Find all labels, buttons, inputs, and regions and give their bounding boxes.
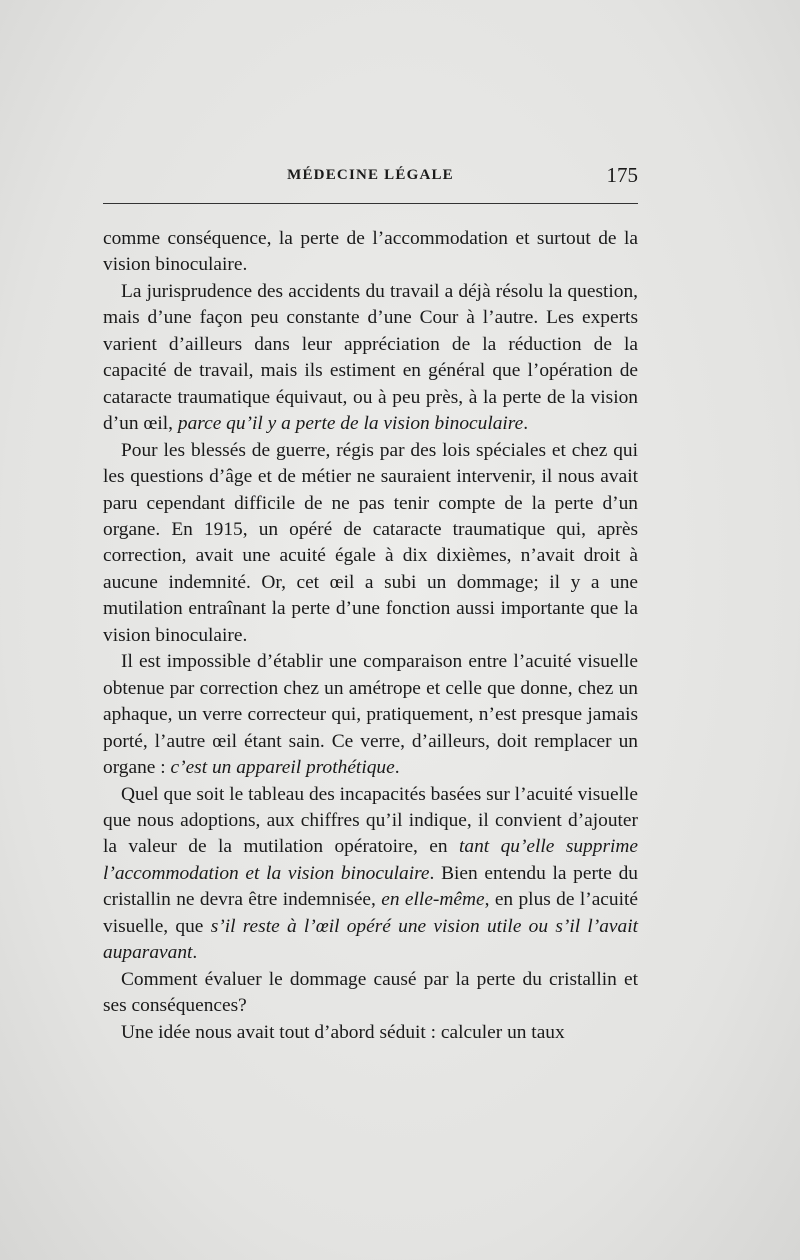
text-segment: Quel que soit le tableau des incapacités basées sur l’acuité visuelle que nous adoptions, aux chiffres qu’il indique, il convient d’ajouter la valeur de la mutilation opératoire, en: [103, 783, 638, 858]
paragraph-3: [103, 438, 638, 650]
text-segment: Pour les blessés de guerre, régis par des lois spéciales et chez qui les questions d’âge et de métier ne sauraient intervenir, il nous avait paru cependant difficile de ne pas tenir compte de la perte d’un organe. En 1915, un opéré de cataracte traumatique qui, après correction, avait une acuité égale à dix dixièmes, n’avait droit à aucune indemnité. Or, cet œil a subi un dommage; il y a une mutilation entraînant la perte d’une fonction aussi importante que la vision binoculaire.: [103, 439, 638, 646]
text-segment: Une idée nous avait tout d’abord séduit : calculer un taux: [121, 1021, 565, 1043]
text-segment: .: [192, 942, 198, 964]
paragraph-1: [103, 226, 638, 279]
italic-segment: tant qu’elle supprime l’accommodation et la vision binoculaire: [103, 836, 638, 884]
text-segment: comme conséquence, la perte de l’accommodation et surtout de la vision binoculaire.: [103, 228, 638, 276]
text-segment: . Bien entendu la perte du cristallin ne devra être indemnisée,: [103, 862, 638, 911]
italic-segment: en elle-même: [381, 889, 485, 911]
paragraph-7: [103, 1020, 638, 1046]
header-rule: [103, 203, 638, 204]
body-text: [103, 226, 638, 1046]
paragraph-2: [103, 279, 638, 438]
text-segment: Comment évaluer le dommage causé par la perte du cristallin et ses conséquences?: [103, 968, 638, 1017]
text-segment: Il est impossible d’établir une comparaison entre l’acuité visuelle obtenue par correction chez un amétrope et celle que donne, chez un aphaque, un verre correcteur qui, pratiquement, n’est presque jamais porté, l’autre œil étant sain. Ce verre, d’ailleurs, doit remplacer un organe :: [103, 651, 638, 779]
paragraph-6: [103, 967, 638, 1020]
page-header: [103, 163, 638, 193]
italic-segment: s’il reste à l’œil opéré une vision utile ou s’il l’avait auparavant: [103, 915, 638, 964]
page-number: 175: [606, 163, 638, 187]
text-segment: La jurisprudence des accidents du travail a déjà résolu la question, mais d’une façon peu constante d’une Cour à l’autre. Les experts varient d’ailleurs dans leur appréciation de la réduction de la capacité de travail, mais ils estiment en général que l’opération de cataracte traumatique équivaut, ou à peu près, à la perte de la vision d’un œil,: [103, 280, 638, 435]
text-segment: .: [394, 757, 400, 779]
italic-segment: c’est un appareil prothétique: [170, 757, 395, 779]
running-title: MÉDECINE LÉGALE: [287, 167, 454, 183]
paragraph-5: [103, 782, 638, 967]
italic-segment: parce qu’il y a perte de la vision binoculaire: [177, 413, 524, 435]
paragraph-4: [103, 649, 638, 781]
text-segment: .: [523, 413, 529, 435]
text-segment: , en plus de l’acuité visuelle, que: [103, 889, 638, 937]
